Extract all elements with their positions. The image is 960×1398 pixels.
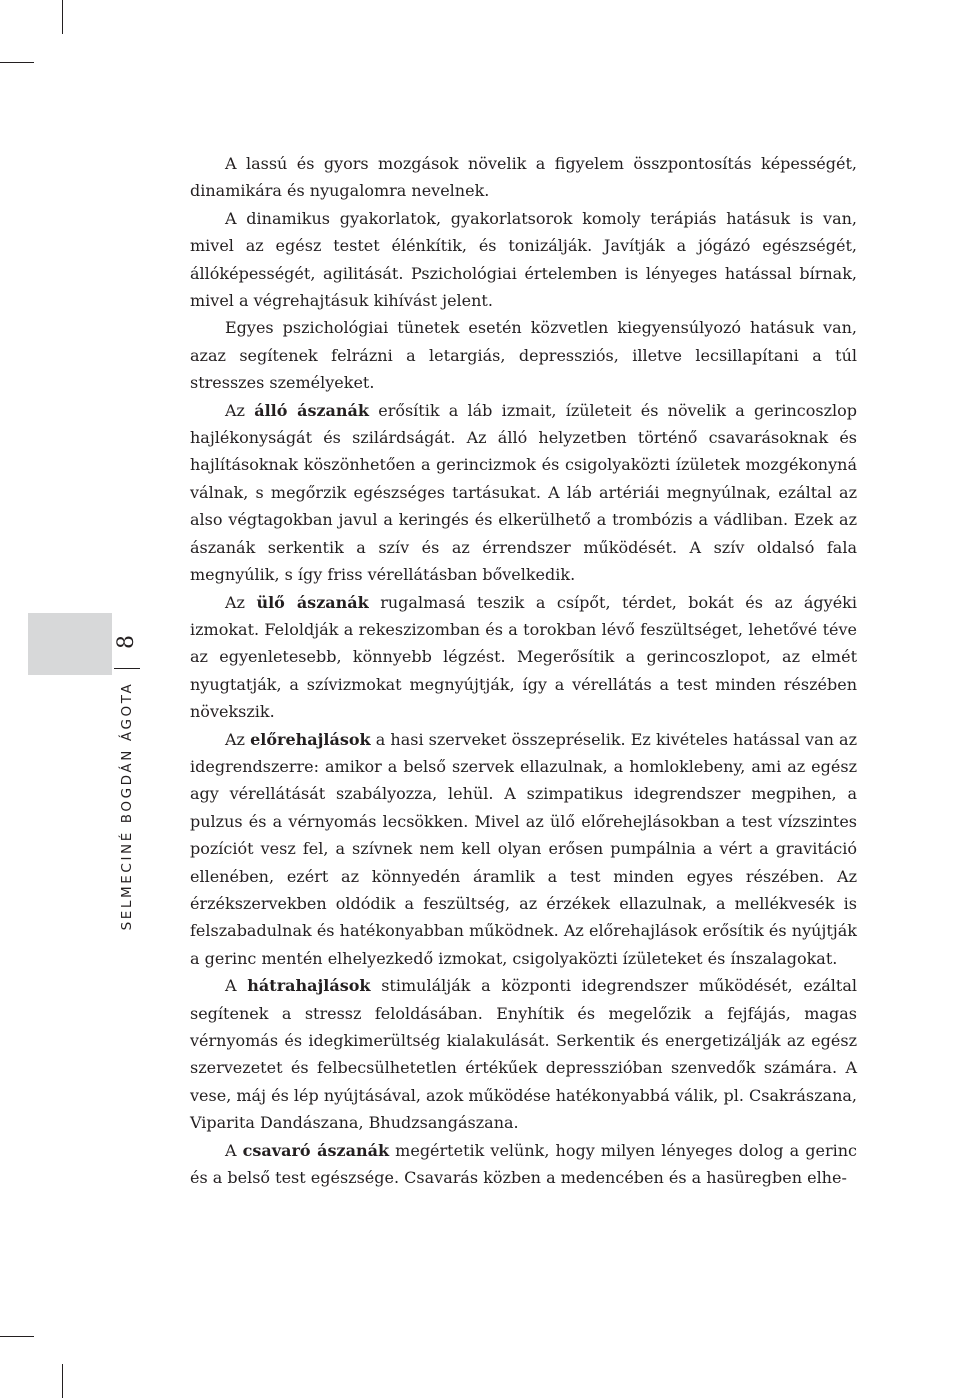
crop-mark-bottom-left xyxy=(62,1364,63,1398)
bold-term: csavaró ászanák xyxy=(242,1140,390,1160)
text-run: megértetik velünk, hogy milyen lényeges dolog a gerinc és a belső test egészsége. Csavarás közben a medencében és a hasüregben elhe- xyxy=(190,1140,857,1188)
body-text xyxy=(190,150,857,1191)
paragraph xyxy=(190,150,857,205)
crop-mark-left-top xyxy=(0,62,34,63)
running-head-text: SELMECINÉ BOGDÁN ÁGOTA xyxy=(119,681,135,931)
paragraph xyxy=(190,589,857,726)
text-run: A lassú és gyors mozgások növelik a figyelem összpontosítás képességét, dinamikára és nyugalomra nevelnek. xyxy=(190,154,857,201)
paragraph xyxy=(190,972,857,1136)
paragraph xyxy=(190,1137,857,1192)
text-run: Az xyxy=(225,592,257,612)
text-run: Egyes pszichológiai tünetek esetén közvetlen kiegyensúlyozó hatásuk van, azaz segítenek felrázni a letargiás, depressziós, illetve lecsillapítani a túl stresszes személyeket. xyxy=(190,318,857,393)
bold-term: hátrahajlások xyxy=(247,976,371,996)
text-run: Az xyxy=(225,729,251,749)
text-run: A dinamikus gyakorlatok, gyakorlatsorok komoly terápiás hatásuk is van, mivel az egész testet élénkítik, és tonizálják. Javítják a jógázó egészségét, állóképességét, agilitását. Pszichológiai értelemben is lényeges hatással bírnak, mivel a végrehajtásuk kihívást jelent. xyxy=(190,208,857,311)
page-number-divider xyxy=(114,668,140,669)
bold-term: ülő ászanák xyxy=(256,592,369,612)
section-marker-box xyxy=(28,613,112,675)
bold-term: álló ászanák xyxy=(254,400,370,420)
text-run: erősítik a láb izmait, ízületeit és növelik a gerincoszlop hajlékonyságát és szilárdságát. Az álló helyzetben történő csavarásoknak és hajlításoknak köszönhetően a gerincizmok és csigolyaközti ízületek mozgékonyná válnak, s megőrzik egészséges tartásukat. A láb artériái megnyúlnak, ezáltal az also végtagokban javul a keringés és elkerülhető a trombózis a vádliban. Ezek az ászanák serkentik a szív és az érrendszer működését. A szív oldalsó fala megnyúlik, s így friss vérellátásban bővelkedik. xyxy=(190,400,858,585)
text-run: a hasi szerveket összepréselik. Ez kivételes hatással van az idegrendszerre: amikor a belső szervek ellazulnak, a homloklebeny, ami az egész agy vérellátását szabályozza, lehül. A szimpatikus idegrendszer megpihen, a pulzus és a vérnyomás lecsökken. Mivel az ülő előrehejlásokban a test vízszintes pozíciót vesz fel, a szívnek nem kell olyan erősen pumpálnia a vért a gravitáció ellenében, ezért az könnyedén áramlik a test minden egyes részében. Az érzékszervekben oldódik a feszültség, az érzékek ellazulnak, a mellékvesék is felszabadulnak és hatékonyabban működnek. Az előrehajlások erősítik és nyújtják a gerinc mentén elhelyezkedő izmokat, csigolyaközti ízületeket és ínszalagokat. xyxy=(190,729,857,968)
text-run: Az xyxy=(225,400,255,420)
text-run: A xyxy=(225,976,248,996)
paragraph xyxy=(190,205,857,315)
crop-mark-left-bottom xyxy=(0,1336,34,1337)
crop-mark-top-left xyxy=(62,0,63,34)
text-run: A xyxy=(225,1140,243,1160)
paragraph xyxy=(190,726,857,973)
page-number: 8 xyxy=(114,635,139,649)
paragraph xyxy=(190,397,857,589)
text-run: stimulálják a központi idegrendszer működését, ezáltal segítenek a stressz feloldásában. Enyhítik és megelőzik a fejfájás, magas vérnyomás és idegkimerültség kialakulását. Serkentik és energetizálják az egész szervezetet és felbecsülhetetlen értékűek depresszióban szenvedők számára. A vese, máj és lép nyújtásával, azok működése hatékonyabbá válik, pl. Csakrászana, Viparita Dandászana, Bhudzsangászana. xyxy=(190,976,857,1133)
text-run: rugalmasá teszik a csípőt, térdet, bokát és az ágyéki izmokat. Feloldják a rekeszizomban és a torokban lévő feszültséget, lehetővé téve az egyenletesebb, könnyebb légzést. Megerősítik a gerincoszlopot, az elmét nyugtatják, a szívizmokat megnyújtják, így a vérellátás a test minden részében növekszik. xyxy=(190,592,857,722)
paragraph xyxy=(190,314,857,396)
bold-term: előrehajlások xyxy=(250,729,371,749)
